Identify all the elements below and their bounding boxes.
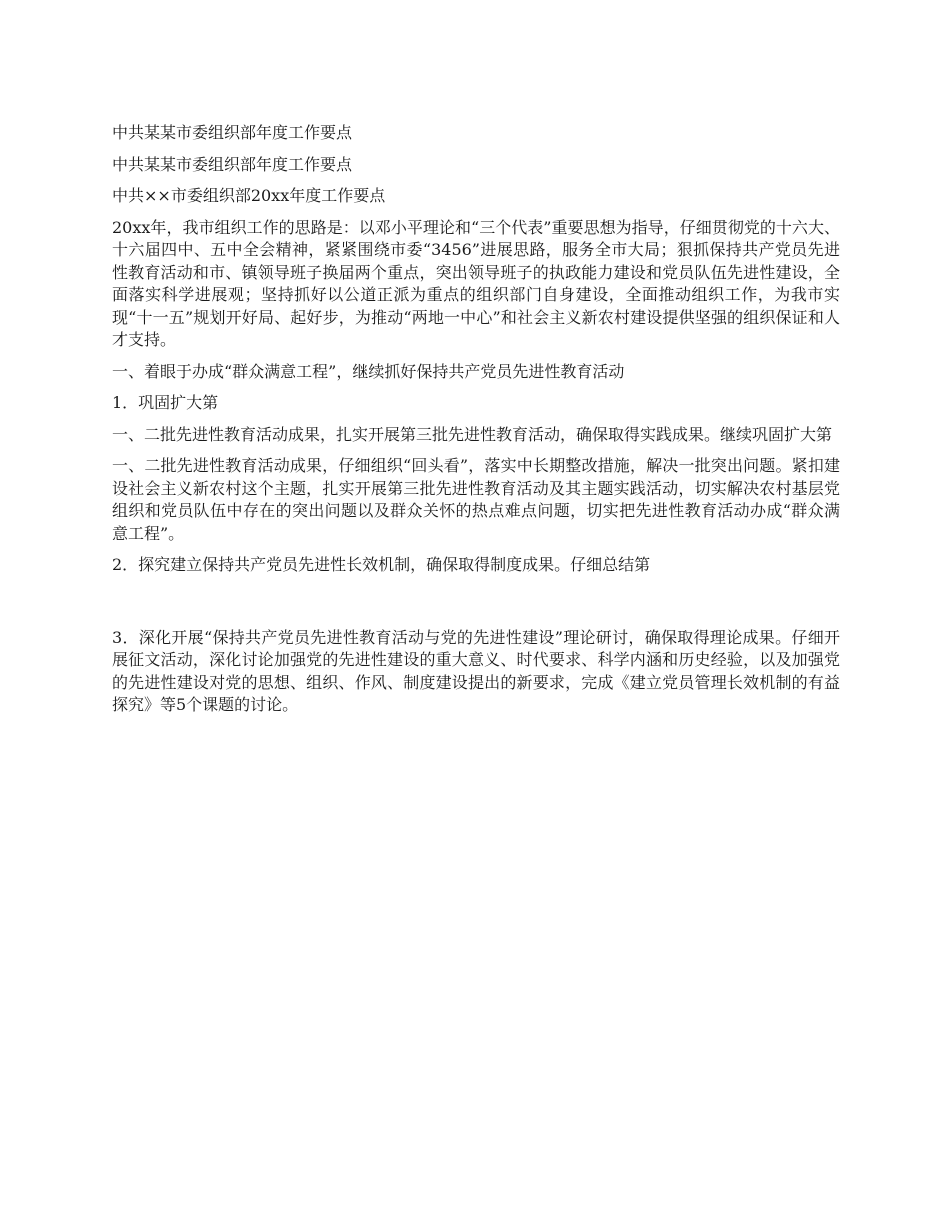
document-body xyxy=(112,122,840,726)
item-heading-2: 2．探究建立保持共产党员先进性长效机制，确保取得制度成果。仔细总结第 xyxy=(112,555,651,574)
document-title: 中共某某市委组织部年度工作要点 xyxy=(112,123,353,142)
intro-paragraph: 20xx年，我市组织工作的思路是：以邓小平理论和“三个代表”重要思想为指导，仔细贯彻党的十六大、十六届四中、五中全会精神，紧紧围绕市委“3456”进展思路，服务全市大局；狠抓保持共产党员先进性教育活动和市、镇领导班子换届两个重点，突出领导班子的执政能力建设和党员队伍先进性建设，全面落实科学进展观；坚持抓好以公道正派为重点的组织部门自身建设，全面推动组织工作，为我市实现“十一五”规划开好局、起好步，为推动“两地一中心”和社会主义新农村建设提供坚强的组织保证和人才支持。 xyxy=(112,217,840,349)
item-paragraph-3: 3．深化开展“保持共产党员先进性教育活动与党的先进性建设”理论研讨，确保取得理论成果。仔细开展征文活动，深化讨论加强党的先进性建设的重大意义、时代要求、科学内涵和历史经验，以及加强党的先进性建设对党的思想、组织、作风、制度建设提出的新要求，完成《建立党员管理长效机制的有益探究》等5个课题的讨论。 xyxy=(112,627,840,714)
paragraph: 一、二批先进性教育活动成果，仔细组织“回头看”，落实中长期整改措施，解决一批突出问题。紧扣建设社会主义新农村这个主题，扎实开展第三批先进性教育活动及其主题实践活动，切实解决农村基层党组织和党员队伍中存在的突出问题以及群众关怀的热点难点问题，切实把先进性教育活动办成“群众满意工程”。 xyxy=(112,456,840,543)
document-subtitle: 中共××市委组织部20xx年度工作要点 xyxy=(112,186,386,205)
section-heading-1: 一、着眼于办成“群众满意工程”，继续抓好保持共产党员先进性教育活动 xyxy=(112,361,625,381)
item-heading-1: 1．巩固扩大第 xyxy=(112,393,219,412)
paragraph: 一、二批先进性教育活动成果，扎实开展第三批先进性教育活动，确保取得实践成果。继续巩固扩大第 xyxy=(112,424,833,444)
document-title-repeat: 中共某某市委组织部年度工作要点 xyxy=(112,154,353,174)
